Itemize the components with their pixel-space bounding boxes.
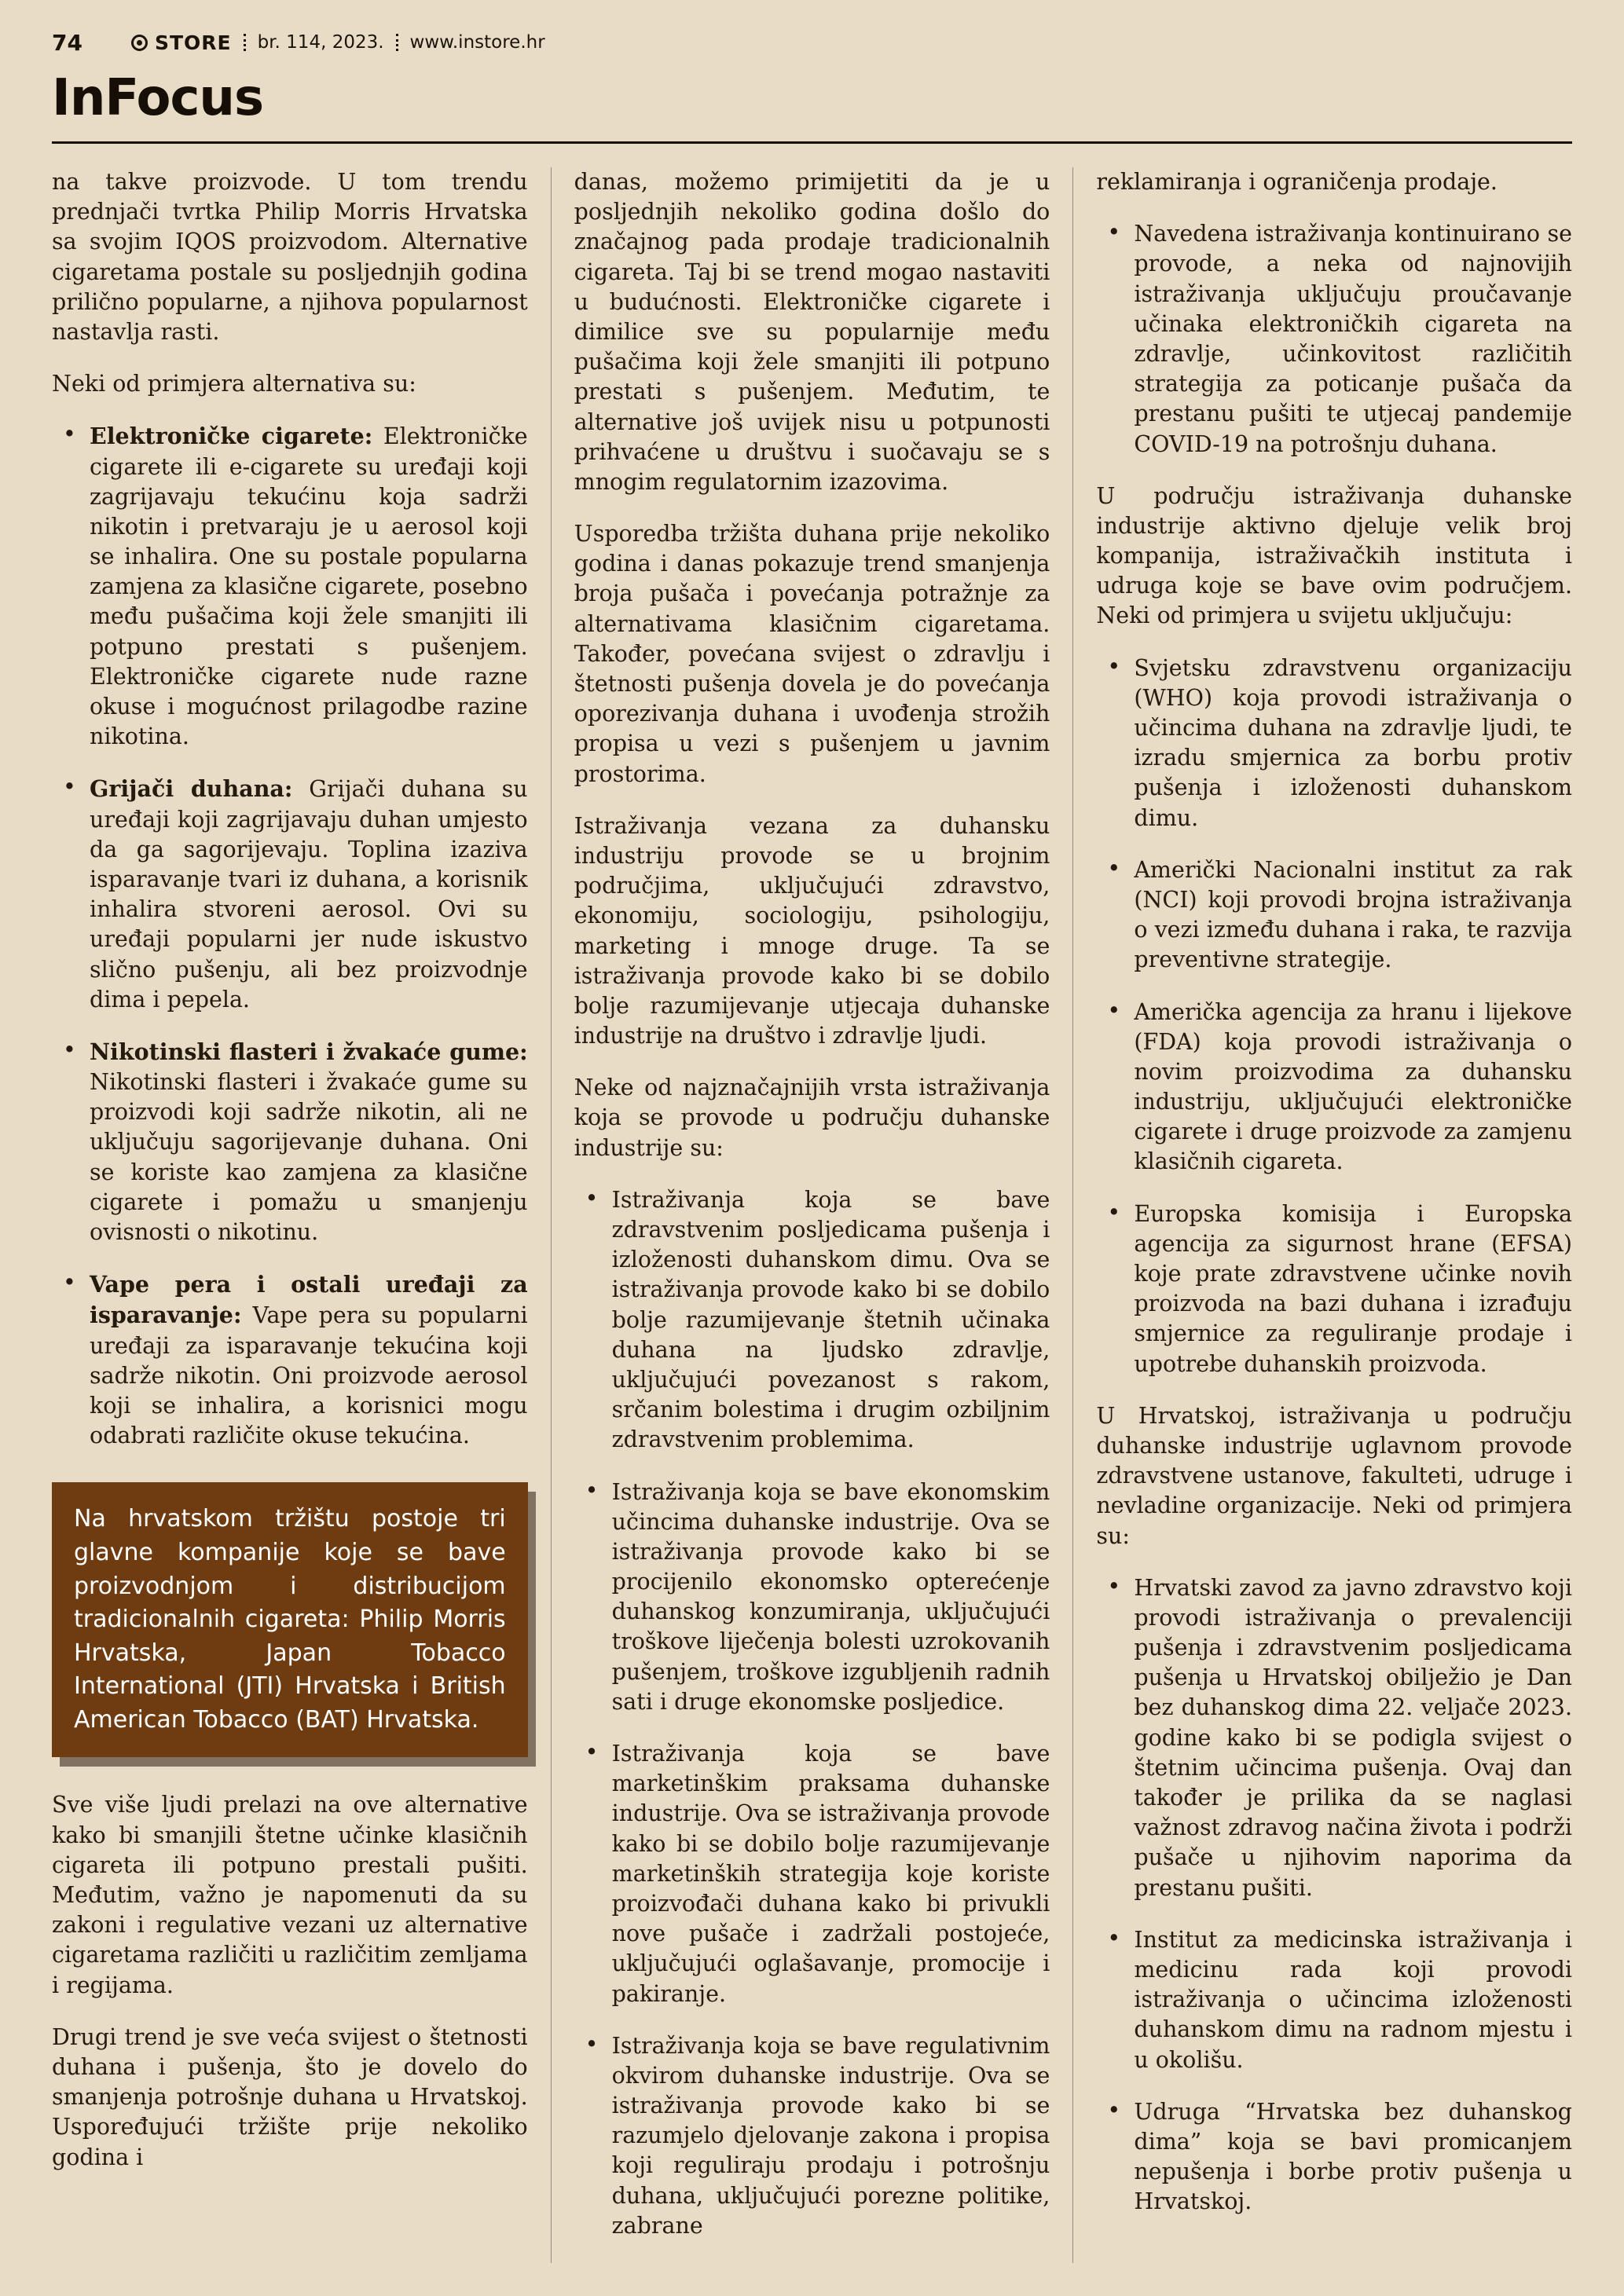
paragraph: Neki od primjera alternativa su: [52, 371, 416, 397]
paragraph: Drugi trend je sve veća svijest o štetnosti duhana i pušenja, što je dovelo do smanjenja potrošnje duhana u Hrvatskoj. Uspoređujući tržište prije nekoliko godina i [52, 2023, 528, 2170]
bullet-marker: • [63, 1036, 76, 1063]
bullet-text [90, 774, 528, 1015]
paragraph: U Hrvatskoj, istraživanja u području duhanske industrije uglavnom provode zdravstvene ustanove, fakulteti, udruge i nevladine organizacije. Neki od primjera su: [1096, 1402, 1573, 1549]
bullet-marker: • [1107, 997, 1121, 1023]
bullet-item [1096, 998, 1572, 1177]
bullet-item [52, 1037, 528, 1247]
bullet-marker: • [1107, 653, 1121, 679]
website-url: www.instore.hr [409, 32, 545, 53]
bullet-marker: • [1107, 2096, 1121, 2123]
paragraph: Neke od najznačajnijih vrsta istraživanja koja se provode u području duhanske industrije su: [574, 1075, 1050, 1161]
paragraph: danas, možemo primijetiti da je u posljednjih nekoliko godina došlo do značajnog pada prodaje tradicionalnih cigareta. Taj bi se trend mogao nastaviti u budućnosti. Elektroničke cigarete i dimilice sve su popularnije među pušačima koji žele smanjiti ili potpuno prestati s pušenjem. Međutim, te alternative još uvijek nisu u potpunosti prihvaćene u društvu i suočavaju se s mnogim regulatornim izazovima. [574, 169, 1050, 495]
store-logo [131, 31, 232, 54]
bullet-marker: • [585, 1477, 599, 1503]
store-logo-icon [131, 35, 148, 51]
bullet-text: Svjetsku zdravstvenu organizaciju (WHO) koja provodi istraživanja o učincima duhana na zdravlje ljudi, te izradu smjernica za borbu protiv pušenja i izloženosti duhanskom dimu. [1134, 654, 1573, 831]
column-1 [52, 167, 551, 2263]
bullet-body: Grijači duhana su uređaji koji zagrijavaju duhan umjesto da ga sagorijevaju. Toplina izaziva isparavanje tvari iz duhana, a korisnik inhalira stvoreni aerosol. Ovi su uređaji popularni jer nude iskustvo slično pušenju, ali bez proizvodnje dima i pepela. [90, 776, 528, 1013]
bullet-text: Istraživanja koja se bave ekonomskim učincima duhanske industrije. Ova se istraživanja provode kako bi se procijenilo ekonomsko opterećenje duhanskog konzumiranja, uključujući troškove liječenja bolesti uzrokovanih pušenjem, troškove izgubljenih radnih sati i druge ekonomske posljedice. [611, 1478, 1050, 1715]
bullet-marker: • [1107, 1573, 1121, 1599]
bullet-marker: • [585, 1739, 599, 1765]
bullet-marker: • [585, 2031, 599, 2057]
bullet-marker: • [1107, 219, 1121, 246]
brand-name: STORE [154, 31, 232, 54]
highlight-box [52, 1482, 528, 1757]
bullet-text: Američka agencija za hranu i lijekove (FDA) koja provodi istraživanja o novim proizvodima za duhansku industriju, uključujući elektroničke cigarete i druge proizvode za zamjenu klasičnih cigareta. [1134, 998, 1573, 1175]
masthead [52, 27, 1572, 58]
bullet-text: Istraživanja koja se bave zdravstvenim posljedicama pušenja i izloženosti duhanskom dimu. Ova se istraživanja provode kako bi se dobilo bolje razumijevanje štetnih učinaka duhana na ljudsko zdravlje, uključujući povezanost s rakom, srčanim bolestima i drugim ozbiljnim zdravstvenim problemima. [611, 1186, 1050, 1453]
paragraph: Sve više ljudi prelazi na ove alternative kako bi smanjili štetne učinke klasičnih cigareta ili potpuno prestali pušiti. Međutim, važno je napomenuti da su zakoni i regulative vezani uz alternative cigaretama različiti u različitim zemljama i regijama. [52, 1792, 528, 1998]
bullet-item [1096, 855, 1572, 976]
bullet-marker: • [585, 1185, 599, 1211]
bullet-marker: • [1107, 1199, 1121, 1225]
bullet-lead: Elektroničke cigarete: [90, 423, 373, 450]
bullet-text: Hrvatski zavod za javno zdravstvo koji provodi istraživanja o prevalenciji pušenja i zdravstvenim posljedicama pušenja u Hrvatskoj obilježio je Dan bez duhanskog dima 22. veljače 2023. godine kako bi se podigla svijest o štetnim učincima pušenja. Ovaj dan također je prilika da se naglasi važnost zdravog načina života i podrži pušače u njihovim naporima da prestanu pušiti. [1134, 1574, 1573, 1901]
bullet-text: Američki Nacionalni institut za rak (NCI) koji provodi brojna istraživanja o vezi između duhana i raka, te razvija preventivne strategije. [1134, 856, 1573, 973]
bullet-lead: Vape pera i ostali uređaji za isparavanje: [90, 1271, 528, 1329]
paragraph: Usporedba tržišta duhana prije nekoliko godina i danas pokazuje trend smanjenja broja pušača i povećanja potražnje za alternativama klasičnim cigaretama. Također, povećana svijest o zdravlju i štetnosti pušenja dovela je do povećanja oporezivanja duhana i uvođenja strožih propisa u vezi s pušenjem u javnim prostorima. [574, 521, 1050, 787]
column-3 [1072, 167, 1572, 2263]
bullet-item [52, 421, 528, 752]
bullet-body: Nikotinski flasteri i žvakaće gume su proizvodi koji sadrže nikotin, ali ne uključuju sagorijevanje duhana. Oni se koriste kao zamjena za klasične cigarete i pomažu u smanjenju ovisnosti o nikotinu. [90, 1069, 528, 1245]
bullet-text: Navedena istraživanja kontinuirano se provode, a neka od najnovijih istraživanja uključuju proučavanje učinaka elektroničkih cigareta na zdravlje, učinkovitost različitih strategija za poticanje pušača da prestanu pušiti te utjecaj pandemije COVID-19 na potrošnju duhana. [1134, 221, 1573, 457]
bullet-text [90, 421, 528, 752]
bullet-body: Vape pera su popularni uređaji za isparavanje tekućina koji sadrže nikotin. Oni proizvode aerosol koji se inhalira, a korisnici mogu odabrati različite okuse tekućina. [90, 1302, 528, 1449]
bullet-lead: Nikotinski flasteri i žvakaće gume: [90, 1038, 528, 1065]
bullet-text: Institut za medicinska istraživanja i medicinu rada koji provodi istraživanja o učincima izloženosti duhanskom dimu na radnom mjestu i u okolišu. [1134, 1926, 1573, 2073]
issue-number: br. 114, 2023. [257, 32, 384, 53]
bullet-text: Istraživanja koja se bave marketinškim praksama duhanske industrije. Ova se istraživanja provode kako bi se dobilo bolje razumijevanje marketinških strategija koje koriste proizvođači duhana kako bi privukli nove pušače i zadržali postojeće, uključujući oglašavanje, promocije i pakiranje. [611, 1741, 1050, 2007]
bullet-item [1096, 1925, 1572, 2075]
bullet-item [1096, 654, 1572, 833]
bullet-marker: • [63, 421, 76, 448]
dotted-separator [396, 34, 398, 51]
paragraph: reklamiranja i ograničenja prodaje. [1096, 169, 1498, 195]
bullet-item [52, 774, 528, 1015]
bullet-item [1096, 219, 1572, 460]
paragraph: U području istraživanja duhanske industrije aktivno djeluje velik broj kompanija, istraživačkih instituta i udruga koje se bave ovim područjem. Neki od primjera u svijetu uključuju: [1096, 482, 1573, 629]
dotted-separator [244, 34, 246, 51]
bullet-text [90, 1037, 528, 1247]
article-columns [52, 167, 1572, 2263]
page-number: 74 [52, 29, 82, 56]
column-2 [551, 167, 1073, 2263]
bullet-marker: • [1107, 855, 1121, 881]
bullet-lead: Grijači duhana: [90, 775, 293, 803]
bullet-item [574, 1478, 1050, 1718]
bullet-item [574, 1739, 1050, 2009]
bullet-marker: • [63, 774, 76, 800]
section-title: InFocus [52, 69, 264, 127]
bullet-item [1096, 1199, 1572, 1379]
paragraph: na takve proizvode. U tom trendu prednjači tvrtka Philip Morris Hrvatska sa svojim IQOS proizvodom. Alternative cigaretama postale su posljednjih godina prilično popularne, a njihova popularnost nastavlja rasti. [52, 169, 528, 345]
bullet-text [90, 1269, 528, 1451]
bullet-text: Udruga “Hrvatska bez duhanskog dima” koja se bavi promicanjem nepušenja i borbe protiv pušenja u Hrvatskoj. [1134, 2098, 1573, 2215]
bullet-item [52, 1269, 528, 1451]
bullet-item [574, 1185, 1050, 1456]
title-rule [52, 141, 1572, 144]
bullet-text: Istraživanja koja se bave regulativnim okvirom duhanske industrije. Ova se istraživanja provode kako bi se razumjelo djelovanje zakona i propisa koji reguliraju prodaju i potrošnju duhana, uključujući porezne politike, zabrane [611, 2032, 1050, 2239]
highlight-box-text: Na hrvatskom tržištu postoje tri glavne kompanije koje se bave proizvodnjom i distribucijom tradicionalnih cigareta: Philip Morris Hrvatska, Japan Tobacco International (JTI) Hrvatska i British American Tobacco (BAT) Hrvatska. [74, 1505, 506, 1734]
bullet-text: Europska komisija i Europska agencija za sigurnost hrane (EFSA) koje prate zdravstvene učinke novih proizvoda na bazi duhana i izrađuju smjernice za reguliranje prodaje i upotrebe duhanskih proizvoda. [1134, 1200, 1573, 1377]
paragraph: Istraživanja vezana za duhansku industriju provode se u brojnim područjima, uključujući zdravstvo, ekonomiju, sociologiju, psihologiju, marketing i mnoge druge. Ta se istraživanja provode kako bi se dobilo bolje razumijevanje utjecaja duhanske industrije na društvo i zdravlje ljudi. [574, 812, 1050, 1049]
bullet-marker: • [1107, 1924, 1121, 1951]
bullet-marker: • [63, 1269, 76, 1296]
bullet-body: Elektroničke cigarete ili e-cigarete su uređaji koji zagrijavaju tekućinu koja sadrži nikotin i pretvaraju je u aerosol koji se inhalira. One su postale popularna zamjena za klasične cigarete, posebno među pušačima koji žele smanjiti ili potpuno prestati s pušenjem. Elektroničke cigarete nude razne okuse i mogućnost prilagodbe razine nikotina. [90, 423, 528, 750]
bullet-item [574, 2031, 1050, 2241]
bullet-item [1096, 2097, 1572, 2217]
bullet-item [1096, 1573, 1572, 1903]
